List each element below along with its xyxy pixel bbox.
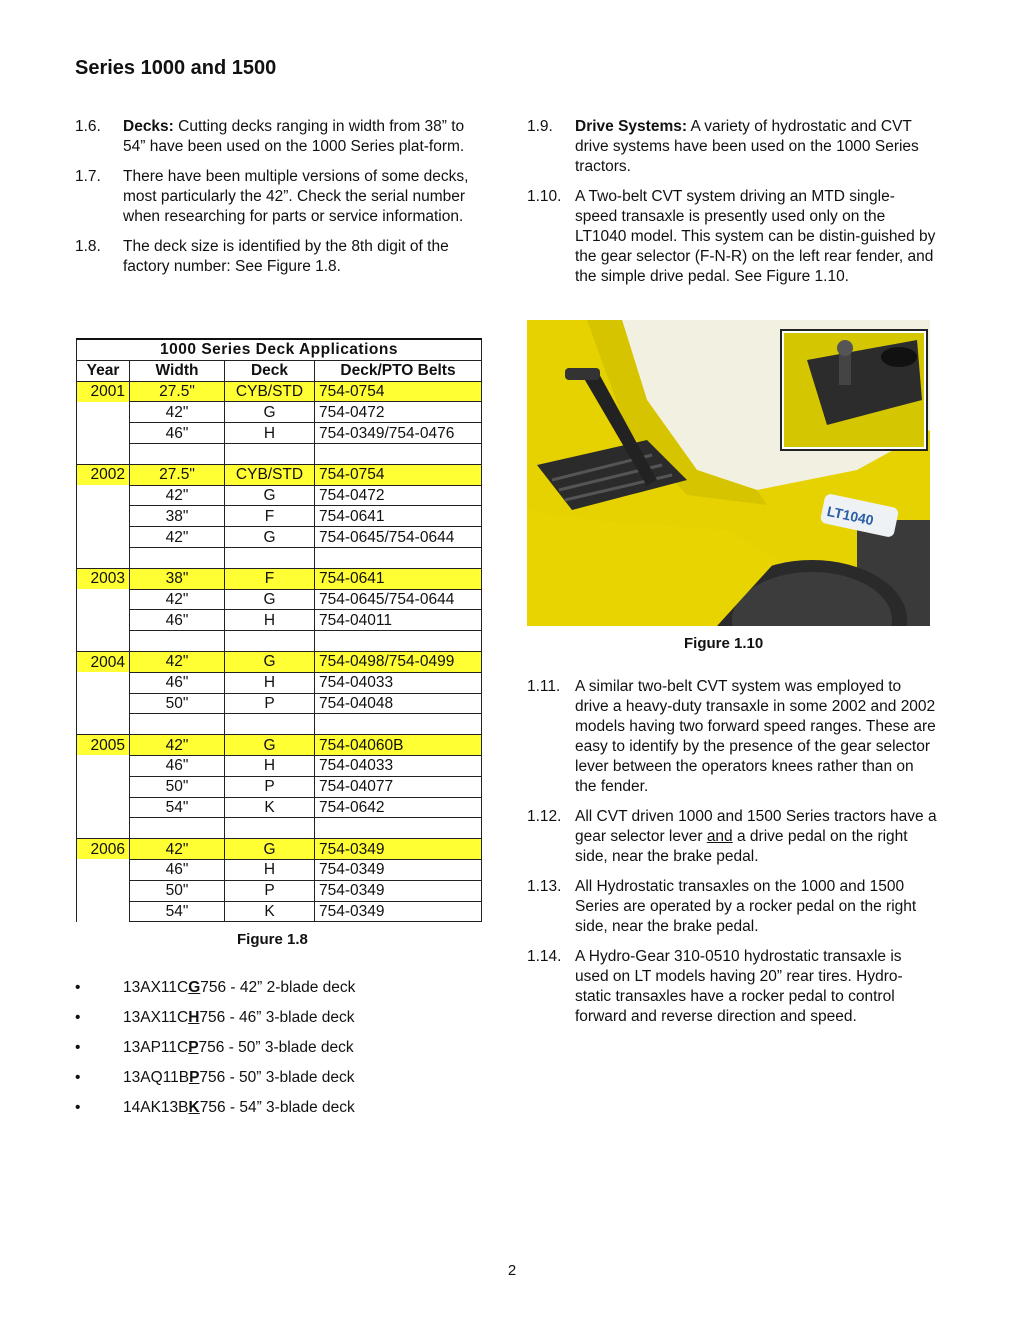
cell-deck bbox=[225, 714, 315, 735]
cell-belts: 754-04033 bbox=[315, 672, 482, 693]
list-item bbox=[75, 1098, 355, 1128]
cell-width: 42" bbox=[130, 735, 225, 756]
cell-belts: 754-0498/754-0499 bbox=[315, 651, 482, 672]
cell-width: 46" bbox=[130, 672, 225, 693]
cell-belts: 754-0349/754-0476 bbox=[315, 423, 482, 444]
table-row bbox=[77, 755, 482, 776]
cell-width: 54" bbox=[130, 797, 225, 818]
cell-width bbox=[130, 547, 225, 568]
cell-deck: G bbox=[225, 485, 315, 506]
cell-year bbox=[77, 693, 130, 714]
cell-deck: K bbox=[225, 797, 315, 818]
cell-deck bbox=[225, 631, 315, 652]
cell-year bbox=[77, 610, 130, 631]
bullet-dot: • bbox=[75, 1009, 81, 1026]
figure-1-8-caption: Figure 1.8 bbox=[237, 931, 308, 948]
cell-year bbox=[77, 547, 130, 568]
list-item bbox=[75, 1008, 355, 1038]
cell-deck: G bbox=[225, 839, 315, 860]
cell-year bbox=[77, 818, 130, 839]
item-1-8 bbox=[75, 237, 485, 277]
cell-year bbox=[77, 901, 130, 922]
lt1040-badge: LT1040 bbox=[825, 502, 876, 529]
cell-width: 42" bbox=[130, 839, 225, 860]
col-header-deck: Deck bbox=[225, 360, 315, 381]
cell-width bbox=[130, 631, 225, 652]
cell-belts: 754-0645/754-0644 bbox=[315, 589, 482, 610]
table-row bbox=[77, 651, 482, 672]
page-title: Series 1000 and 1500 bbox=[75, 57, 277, 79]
cell-deck: F bbox=[225, 568, 315, 589]
cell-year: 2004 bbox=[77, 651, 130, 672]
table-row bbox=[77, 714, 482, 735]
table-row bbox=[77, 423, 482, 444]
cell-width: 46" bbox=[130, 859, 225, 880]
table-row bbox=[77, 506, 482, 527]
bullet-text: 14AK13BK756 - 54” 3-blade deck bbox=[123, 1099, 355, 1116]
item-text: A Two-belt CVT system driving an MTD single-speed transaxle is presently used only on the LT1040 model. This system can be distin-guished by the gear selector (F-N-R) on the left rear fender, and the simple drive pedal. See Figure 1.10. bbox=[575, 188, 936, 285]
cell-width: 38" bbox=[130, 568, 225, 589]
cell-deck bbox=[225, 547, 315, 568]
table-row bbox=[77, 797, 482, 818]
table-row bbox=[77, 485, 482, 506]
cell-width: 27.5" bbox=[130, 381, 225, 402]
item-number: 1.6. bbox=[75, 118, 101, 135]
list-item bbox=[75, 1038, 355, 1068]
model-number-list bbox=[75, 978, 355, 1128]
tractor-illustration bbox=[527, 320, 930, 626]
table-row bbox=[77, 693, 482, 714]
cell-belts: 754-0472 bbox=[315, 402, 482, 423]
cell-deck: CYB/STD bbox=[225, 464, 315, 485]
cell-year bbox=[77, 443, 130, 464]
col-header-width: Width bbox=[130, 360, 225, 381]
cell-belts: 754-0641 bbox=[315, 568, 482, 589]
cell-belts bbox=[315, 714, 482, 735]
cell-width: 42" bbox=[130, 589, 225, 610]
cell-year bbox=[77, 755, 130, 776]
item-text: All Hydrostatic transaxles on the 1000 and 1500 Series are operated by a rocker pedal on the right side, near the brake pedal. bbox=[575, 878, 917, 935]
cell-deck: H bbox=[225, 755, 315, 776]
cell-belts: 754-04048 bbox=[315, 693, 482, 714]
item-text: The deck size is identified by the 8th digit of the factory number: See Figure 1.8. bbox=[123, 238, 449, 275]
cell-belts: 754-0645/754-0644 bbox=[315, 527, 482, 548]
cell-width: 38" bbox=[130, 506, 225, 527]
bullet-text: 13AP11CP756 - 50” 3-blade deck bbox=[123, 1039, 354, 1056]
cell-belts bbox=[315, 631, 482, 652]
item-1-9 bbox=[527, 117, 937, 177]
cell-belts: 754-0349 bbox=[315, 859, 482, 880]
item-1-11 bbox=[527, 677, 937, 797]
cell-width bbox=[130, 714, 225, 735]
cell-deck: H bbox=[225, 610, 315, 631]
cell-year bbox=[77, 859, 130, 880]
table-row bbox=[77, 568, 482, 589]
bullet-dot: • bbox=[75, 1099, 81, 1116]
cell-year bbox=[77, 714, 130, 735]
bullet-text: 13AX11CH756 - 46” 3-blade deck bbox=[123, 1009, 355, 1026]
item-number: 1.11. bbox=[527, 678, 561, 695]
cell-deck: H bbox=[225, 859, 315, 880]
table-row bbox=[77, 547, 482, 568]
table-row bbox=[77, 381, 482, 402]
right-column-bottom bbox=[527, 677, 937, 1037]
cell-belts: 754-0349 bbox=[315, 839, 482, 860]
table-row bbox=[77, 443, 482, 464]
bullet-dot: • bbox=[75, 1039, 81, 1056]
item-number: 1.10. bbox=[527, 188, 562, 205]
table-row bbox=[77, 901, 482, 922]
cell-belts: 754-0349 bbox=[315, 880, 482, 901]
bullet-dot: • bbox=[75, 979, 81, 996]
list-item bbox=[75, 978, 355, 1008]
item-number: 1.9. bbox=[527, 118, 553, 135]
cell-year bbox=[77, 506, 130, 527]
cell-width: 50" bbox=[130, 776, 225, 797]
table-row bbox=[77, 859, 482, 880]
cell-belts: 754-04033 bbox=[315, 755, 482, 776]
cell-width: 42" bbox=[130, 485, 225, 506]
item-text: A Hydro-Gear 310-0510 hydrostatic transaxle is used on LT models having 20” rear tires. Hydro-static transaxles have a rocker pedal to control forward and reverse direction and speed. bbox=[575, 948, 903, 1025]
cell-year bbox=[77, 485, 130, 506]
cell-deck: F bbox=[225, 506, 315, 527]
cell-width: 42" bbox=[130, 402, 225, 423]
cell-width: 54" bbox=[130, 901, 225, 922]
cell-deck: G bbox=[225, 527, 315, 548]
cell-belts: 754-04077 bbox=[315, 776, 482, 797]
table-caption: 1000 Series Deck Applications bbox=[77, 339, 482, 360]
cell-belts: 754-04011 bbox=[315, 610, 482, 631]
table-row bbox=[77, 589, 482, 610]
cell-deck: G bbox=[225, 651, 315, 672]
cell-year bbox=[77, 631, 130, 652]
list-item bbox=[75, 1068, 355, 1098]
item-text: There have been multiple versions of some decks, most particularly the 42”. Check the serial number when researching for parts or service information. bbox=[123, 168, 469, 225]
col-header-belts: Deck/PTO Belts bbox=[315, 360, 482, 381]
cell-belts bbox=[315, 818, 482, 839]
cell-deck: G bbox=[225, 589, 315, 610]
bullet-text: 13AQ11BP756 - 50” 3-blade deck bbox=[123, 1069, 355, 1086]
cell-deck: G bbox=[225, 402, 315, 423]
table-row bbox=[77, 464, 482, 485]
item-label: Drive Systems: bbox=[575, 118, 688, 135]
cell-year bbox=[77, 776, 130, 797]
left-column bbox=[75, 117, 485, 287]
cell-width: 42" bbox=[130, 527, 225, 548]
cell-year: 2003 bbox=[77, 568, 130, 589]
item-text: A variety of hydrostatic and CVT drive systems have been used on the 1000 Series tractors. bbox=[575, 118, 919, 175]
cell-deck: G bbox=[225, 735, 315, 756]
cell-year bbox=[77, 797, 130, 818]
cell-width bbox=[130, 818, 225, 839]
bullet-text: 13AX11CG756 - 42” 2-blade deck bbox=[123, 979, 356, 996]
cell-year: 2001 bbox=[77, 381, 130, 402]
cell-deck: P bbox=[225, 880, 315, 901]
cell-width bbox=[130, 443, 225, 464]
table-row bbox=[77, 880, 482, 901]
cell-deck: CYB/STD bbox=[225, 381, 315, 402]
item-1-13 bbox=[527, 877, 937, 937]
item-1-7 bbox=[75, 167, 485, 227]
right-column-top bbox=[527, 117, 937, 297]
item-1-10 bbox=[527, 187, 937, 287]
bullet-dot: • bbox=[75, 1069, 81, 1086]
item-number: 1.8. bbox=[75, 238, 101, 255]
cell-width: 42" bbox=[130, 651, 225, 672]
page-number: 2 bbox=[507, 1262, 517, 1279]
item-text: Cutting decks ranging in width from 38” to 54” have been used on the 1000 Series plat-form. bbox=[123, 118, 465, 155]
tractor-photo bbox=[527, 320, 930, 626]
cell-year bbox=[77, 672, 130, 693]
cell-width: 27.5" bbox=[130, 464, 225, 485]
table-row bbox=[77, 631, 482, 652]
cell-year bbox=[77, 423, 130, 444]
item-1-14 bbox=[527, 947, 937, 1027]
cell-belts bbox=[315, 547, 482, 568]
table-row bbox=[77, 735, 482, 756]
cell-deck: P bbox=[225, 693, 315, 714]
cell-belts bbox=[315, 443, 482, 464]
item-text: All CVT driven 1000 and 1500 Series tractors have a gear selector lever and a drive pedal on the right side, near the brake pedal. bbox=[575, 808, 937, 865]
table-row bbox=[77, 818, 482, 839]
cell-belts: 754-0472 bbox=[315, 485, 482, 506]
item-number: 1.13. bbox=[527, 878, 562, 895]
item-text: A similar two-belt CVT system was employed to drive a heavy-duty transaxle in some 2002 and 2002 models having two forward speed ranges. These are easy to identify by the presence of the gear selector lever between the operators knees rather than on the fender. bbox=[575, 678, 936, 795]
figure-1-10-caption: Figure 1.10 bbox=[684, 635, 764, 652]
cell-width: 50" bbox=[130, 880, 225, 901]
table-row bbox=[77, 672, 482, 693]
cell-width: 46" bbox=[130, 423, 225, 444]
cell-deck: K bbox=[225, 901, 315, 922]
col-header-year: Year bbox=[77, 360, 130, 381]
table-row bbox=[77, 402, 482, 423]
item-label: Decks: bbox=[123, 118, 174, 135]
cell-belts: 754-0641 bbox=[315, 506, 482, 527]
item-number: 1.7. bbox=[75, 168, 101, 185]
cell-year bbox=[77, 589, 130, 610]
cell-year bbox=[77, 880, 130, 901]
cell-year bbox=[77, 527, 130, 548]
table-row bbox=[77, 610, 482, 631]
cell-deck: H bbox=[225, 423, 315, 444]
cell-belts: 754-0349 bbox=[315, 901, 482, 922]
table-row bbox=[77, 839, 482, 860]
cell-belts: 754-0754 bbox=[315, 464, 482, 485]
cell-year bbox=[77, 402, 130, 423]
cell-year: 2002 bbox=[77, 464, 130, 485]
cell-belts: 754-04060B bbox=[315, 735, 482, 756]
cell-width: 50" bbox=[130, 693, 225, 714]
cell-deck bbox=[225, 443, 315, 464]
cell-year: 2006 bbox=[77, 839, 130, 860]
cell-deck bbox=[225, 818, 315, 839]
item-number: 1.14. bbox=[527, 948, 562, 965]
cell-belts: 754-0642 bbox=[315, 797, 482, 818]
cell-deck: P bbox=[225, 776, 315, 797]
cell-deck: H bbox=[225, 672, 315, 693]
item-1-6 bbox=[75, 117, 485, 157]
item-1-12 bbox=[527, 807, 937, 867]
deck-applications-table bbox=[76, 338, 482, 922]
cell-belts: 754-0754 bbox=[315, 381, 482, 402]
cell-width: 46" bbox=[130, 610, 225, 631]
cell-width: 46" bbox=[130, 755, 225, 776]
item-number: 1.12. bbox=[527, 808, 562, 825]
cell-year: 2005 bbox=[77, 735, 130, 756]
table-row bbox=[77, 776, 482, 797]
table-row bbox=[77, 527, 482, 548]
